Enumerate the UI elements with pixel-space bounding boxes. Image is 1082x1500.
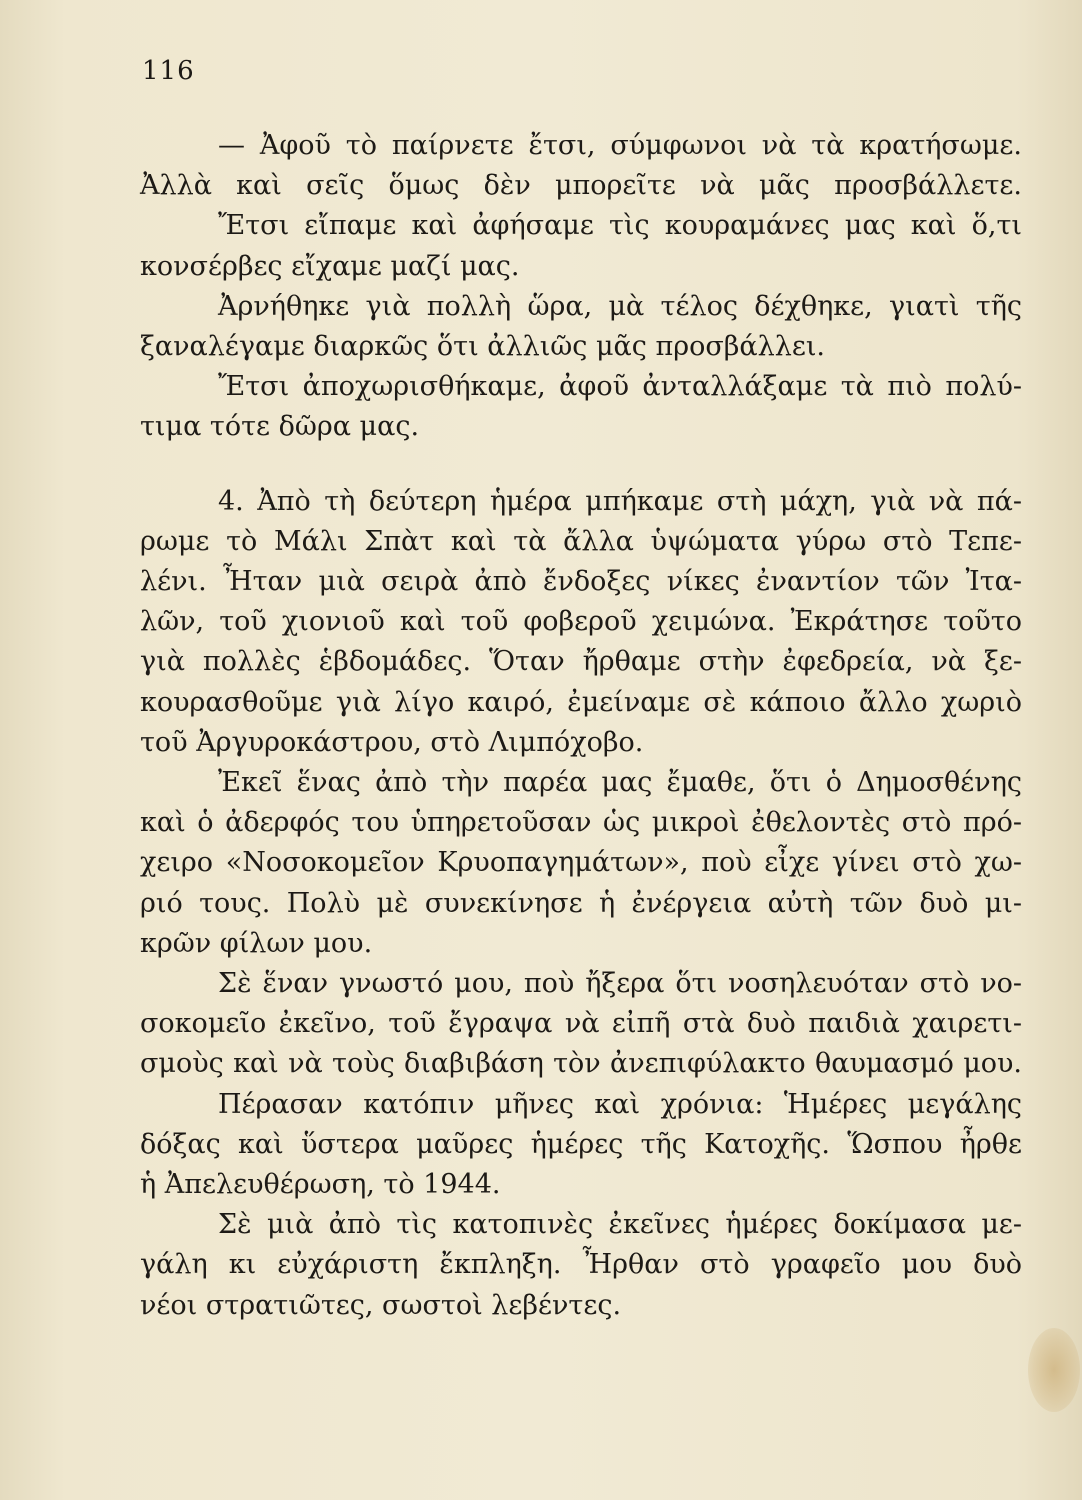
text-line: κρῶν φίλων μου. bbox=[140, 927, 373, 959]
text-line: Σὲ ἕναν γνωστό μου, ποὺ ἤξερα ὅτι νοσηλευόταν στὸ νο- bbox=[218, 968, 1022, 1000]
paragraph-2 bbox=[140, 206, 1022, 286]
paper-stain bbox=[1028, 1328, 1080, 1412]
text-line: Σὲ μιὰ ἀπὸ τὶς κατοπινὲς ἐκεῖνες ἡμέρες δοκίμασα με- bbox=[218, 1209, 1022, 1241]
text-line: ξαναλέγαμε διαρκῶς ὅτι ἀλλιῶς μᾶς προσβάλλει. bbox=[140, 331, 826, 363]
paragraph-8 bbox=[140, 1085, 1022, 1206]
text-line: χειρο «Νοσοκομεῖον Κρυοπαγημάτων», ποὺ εἶχε γίνει στὸ χω- bbox=[140, 847, 1022, 879]
text-line: νέοι στρατιῶτες, σωστοὶ λεβέντες. bbox=[140, 1289, 622, 1321]
text-line: Ἐκεῖ ἕνας ἀπὸ τὴν παρέα μας ἔμαθε, ὅτι ὁ Δημοσθένης bbox=[218, 767, 1022, 799]
text-line: τοῦ Ἀργυροκάστρου, στὸ Λιμπόχοβο. bbox=[140, 726, 644, 758]
paragraph-7 bbox=[140, 964, 1022, 1085]
text-line: 4. Ἀπὸ τὴ δεύτερη ἡμέρα μπήκαμε στὴ μάχη, γιὰ νὰ πά- bbox=[218, 485, 1022, 517]
text-line: Ἀλλὰ καὶ σεῖς ὅμως δὲν μπορεῖτε νὰ μᾶς προσβάλλετε. bbox=[140, 170, 1022, 202]
text-line: ρωμε τὸ Μάλι Σπὰτ καὶ τὰ ἄλλα ὑψώματα γύρω στὸ Τεπε- bbox=[140, 525, 1022, 557]
text-line: Ἔτσι ἀποχωρισθήκαμε, ἀφοῦ ἀνταλλάξαμε τὰ πιὸ πολύ- bbox=[218, 371, 1022, 403]
text-line: — Ἀφοῦ τὸ παίρνετε ἔτσι, σύμφωνοι νὰ τὰ κρατήσωμε. bbox=[218, 130, 1022, 161]
text-line: τιμα τότε δῶρα μας. bbox=[140, 411, 420, 443]
text-line: κουρασθοῦμε γιὰ λίγο καιρό, ἐμείναμε σὲ κάποιο ἄλλο χωριὸ bbox=[140, 686, 1022, 718]
body-text bbox=[140, 126, 1022, 1326]
page-number: 116 bbox=[142, 56, 195, 86]
text-line: ἡ Ἀπελευθέρωση, τὸ 1944. bbox=[140, 1169, 501, 1201]
text-line: γάλη κι εὐχάριστη ἔκπληξη. Ἦρθαν στὸ γραφεῖο μου δυὸ bbox=[140, 1249, 1022, 1281]
text-line: λῶν, τοῦ χιονιοῦ καὶ τοῦ φοβεροῦ χειμώνα. Ἐκράτησε τοῦτο bbox=[140, 606, 1022, 638]
text-line: Ἔτσι εἴπαμε καὶ ἀφήσαμε τὶς κουραμάνες μας καὶ ὅ,τι bbox=[218, 210, 1022, 242]
text-line: λένι. Ἦταν μιὰ σειρὰ ἀπὸ ἔνδοξες νίκες ἐναντίον τῶν Ἰτα- bbox=[140, 566, 1022, 598]
text-line: σοκομεῖο ἐκεῖνο, τοῦ ἔγραψα νὰ εἰπῆ στὰ δυὸ παιδιὰ χαιρετι- bbox=[140, 1008, 1022, 1040]
paragraph-1 bbox=[140, 126, 1022, 206]
paragraph-3 bbox=[140, 287, 1022, 367]
paragraph-4 bbox=[140, 367, 1022, 447]
paragraph-6 bbox=[140, 763, 1022, 964]
paragraph-section-4 bbox=[140, 482, 1022, 763]
text-line: δόξας καὶ ὕστερα μαῦρες ἡμέρες τῆς Κατοχῆς. Ὥσπου ἦρθε bbox=[140, 1128, 1022, 1160]
text-line: Πέρασαν κατόπιν μῆνες καὶ χρόνια: Ἡμέρες μεγάλης bbox=[218, 1088, 1022, 1120]
text-line: κονσέρβες εἴχαμε μαζί μας. bbox=[140, 250, 520, 282]
paragraph-9 bbox=[140, 1205, 1022, 1326]
text-line: γιὰ πολλὲς ἑβδομάδες. Ὅταν ἤρθαμε στὴν ἐφεδρεία, νὰ ξε- bbox=[140, 646, 1022, 678]
text-line: σμοὺς καὶ νὰ τοὺς διαβιβάση τὸν ἀνεπιφύλακτο θαυμασμό μου. bbox=[140, 1048, 1022, 1080]
text-line: καὶ ὁ ἀδερφός του ὑπηρετοῦσαν ὡς μικροὶ ἐθελοντὲς στὸ πρό- bbox=[140, 807, 1022, 839]
text-line: Ἀρνήθηκε γιὰ πολλὴ ὥρα, μὰ τέλος δέχθηκε, γιατὶ τῆς bbox=[218, 290, 1022, 322]
text-line: ριό τους. Πολὺ μὲ συνεκίνησε ἡ ἐνέργεια αὐτὴ τῶν δυὸ μι- bbox=[140, 887, 1022, 919]
